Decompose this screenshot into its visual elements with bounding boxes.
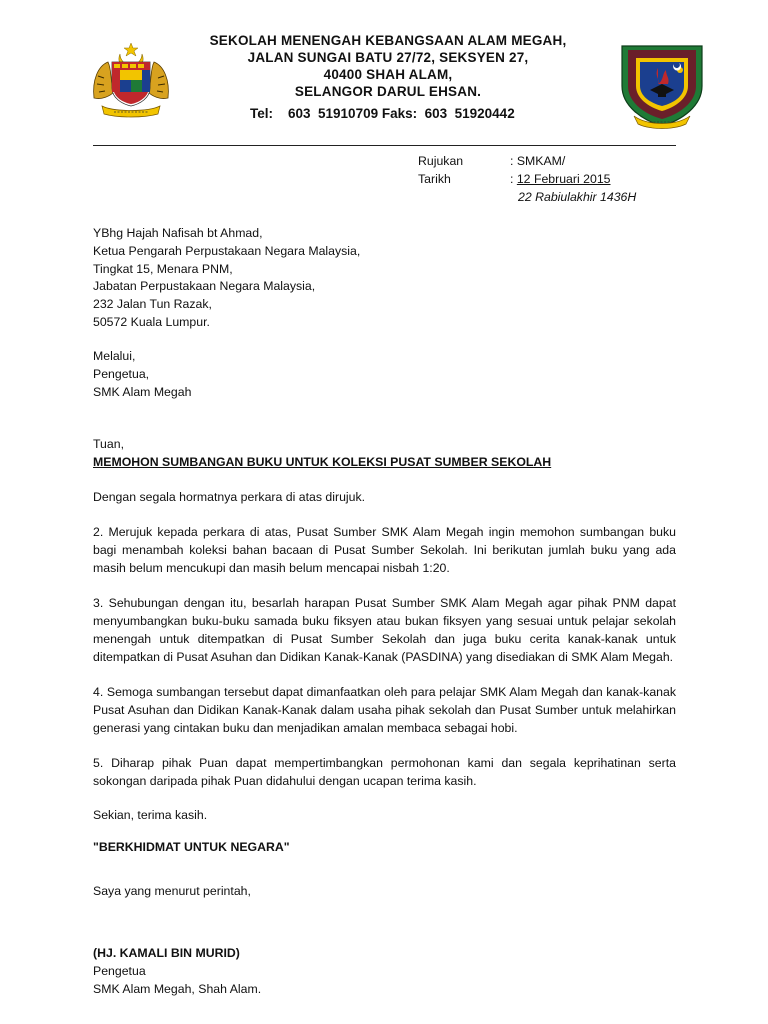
rujukan-value: : SMKAM/ [510, 154, 566, 168]
school-crest-icon [614, 40, 710, 130]
signatory-title: Pengetua [93, 964, 146, 978]
signoff: Saya yang menurut perintah, [93, 884, 251, 898]
via-line: SMK Alam Megah [93, 385, 192, 399]
closing-line: Sekian, terima kasih. [93, 808, 208, 822]
signatory-org: SMK Alam Megah, Shah Alam. [93, 982, 262, 996]
via-line: Pengetua, [93, 367, 150, 381]
paragraph-4: 4. Semoga sumbangan tersebut dapat dimanfaatkan oleh para pelajar SMK Alam Megah dan kanak-kanak Pusat Asuhan dan Didikan Kanak-Kanak dalam usaha pihak sekolah dan Pusat Sumber untuk melahirkan generasi yang cintakan buku dan menjadikan amalan membaca sebagai hobi. [93, 685, 676, 735]
school-address-line: JALAN SUNGAI BATU 27/72, SEKSYEN 27, [247, 50, 529, 65]
school-address-block [188, 32, 588, 100]
opening-line: Dengan segala hormatnya perkara di atas dirujuk. [93, 490, 366, 504]
recipient-line: YBhg Hajah Nafisah bt Ahmad, [93, 226, 263, 240]
tarikh-colon: : [510, 172, 517, 186]
recipient-line: Jabatan Perpustakaan Negara Malaysia, [93, 279, 316, 293]
paragraph-3: 3. Sehubungan dengan itu, besarlah harapan Pusat Sumber SMK Alam Megah agar pihak PNM dapat menyumbangkan buku-buku samada buku fiksyen atau bukan fiksyen yang sesuai untuk pelajar sekolah menengah untuk ditempatkan di Pusat Sumber Sekolah dan juga buku cerita kanak-kanak untuk ditempatkan di Pusat Asuhan dan Didikan Kanak-Kanak (PASDINA) yang disediakan di SMK Alam Megah. [93, 596, 676, 664]
recipient-line: 232 Jalan Tun Razak, [93, 297, 212, 311]
malaysia-coat-of-arms-icon [90, 40, 172, 118]
rujukan-label: Rujukan [418, 154, 464, 168]
school-name: SEKOLAH MENENGAH KEBANGSAAN ALAM MEGAH, [209, 33, 567, 48]
tel-fax-line: Tel: 603 51910709 Faks: 603 51920442 [250, 106, 515, 121]
tarikh-value: 12 Februari 2015 [516, 172, 611, 186]
via-line: Melalui, [93, 349, 136, 363]
signatory-name: (HJ. KAMALI BIN MURID) [93, 946, 240, 960]
header-divider [93, 145, 676, 146]
recipient-line: 50572 Kuala Lumpur. [93, 315, 210, 329]
hijri-date: 22 Rabiulakhir 1436H [518, 190, 637, 204]
salutation: Tuan, [93, 437, 124, 451]
letter-subject: MEMOHON SUMBANGAN BUKU UNTUK KOLEKSI PUSAT SUMBER SEKOLAH [93, 455, 552, 469]
tarikh-label: Tarikh [418, 172, 451, 186]
recipient-line: Tingkat 15, Menara PNM, [93, 262, 233, 276]
school-address-line: 40400 SHAH ALAM, [323, 67, 453, 82]
motto: "BERKHIDMAT UNTUK NEGARA" [93, 840, 290, 854]
tarikh-value-row [510, 172, 611, 186]
school-address-line: SELANGOR DARUL EHSAN. [294, 84, 482, 99]
recipient-line: Ketua Pengarah Perpustakaan Negara Malaysia, [93, 244, 361, 258]
paragraph-2: 2. Merujuk kepada perkara di atas, Pusat Sumber SMK Alam Megah ingin memohon sumbangan buku bagi menambah koleksi bahan bacaan di Pusat Sumber Sekolah. Ini berikutan jumlah buku yang ada masih belum mencukupi dan masih belum mencapai nisbah 1:20. [93, 525, 676, 575]
paragraph-5: 5. Diharap pihak Puan dapat mempertimbangkan permohonan kami dan segala keprihatinan serta sokongan daripada pihak Puan didahului dengan ucapan terima kasih. [93, 756, 676, 788]
